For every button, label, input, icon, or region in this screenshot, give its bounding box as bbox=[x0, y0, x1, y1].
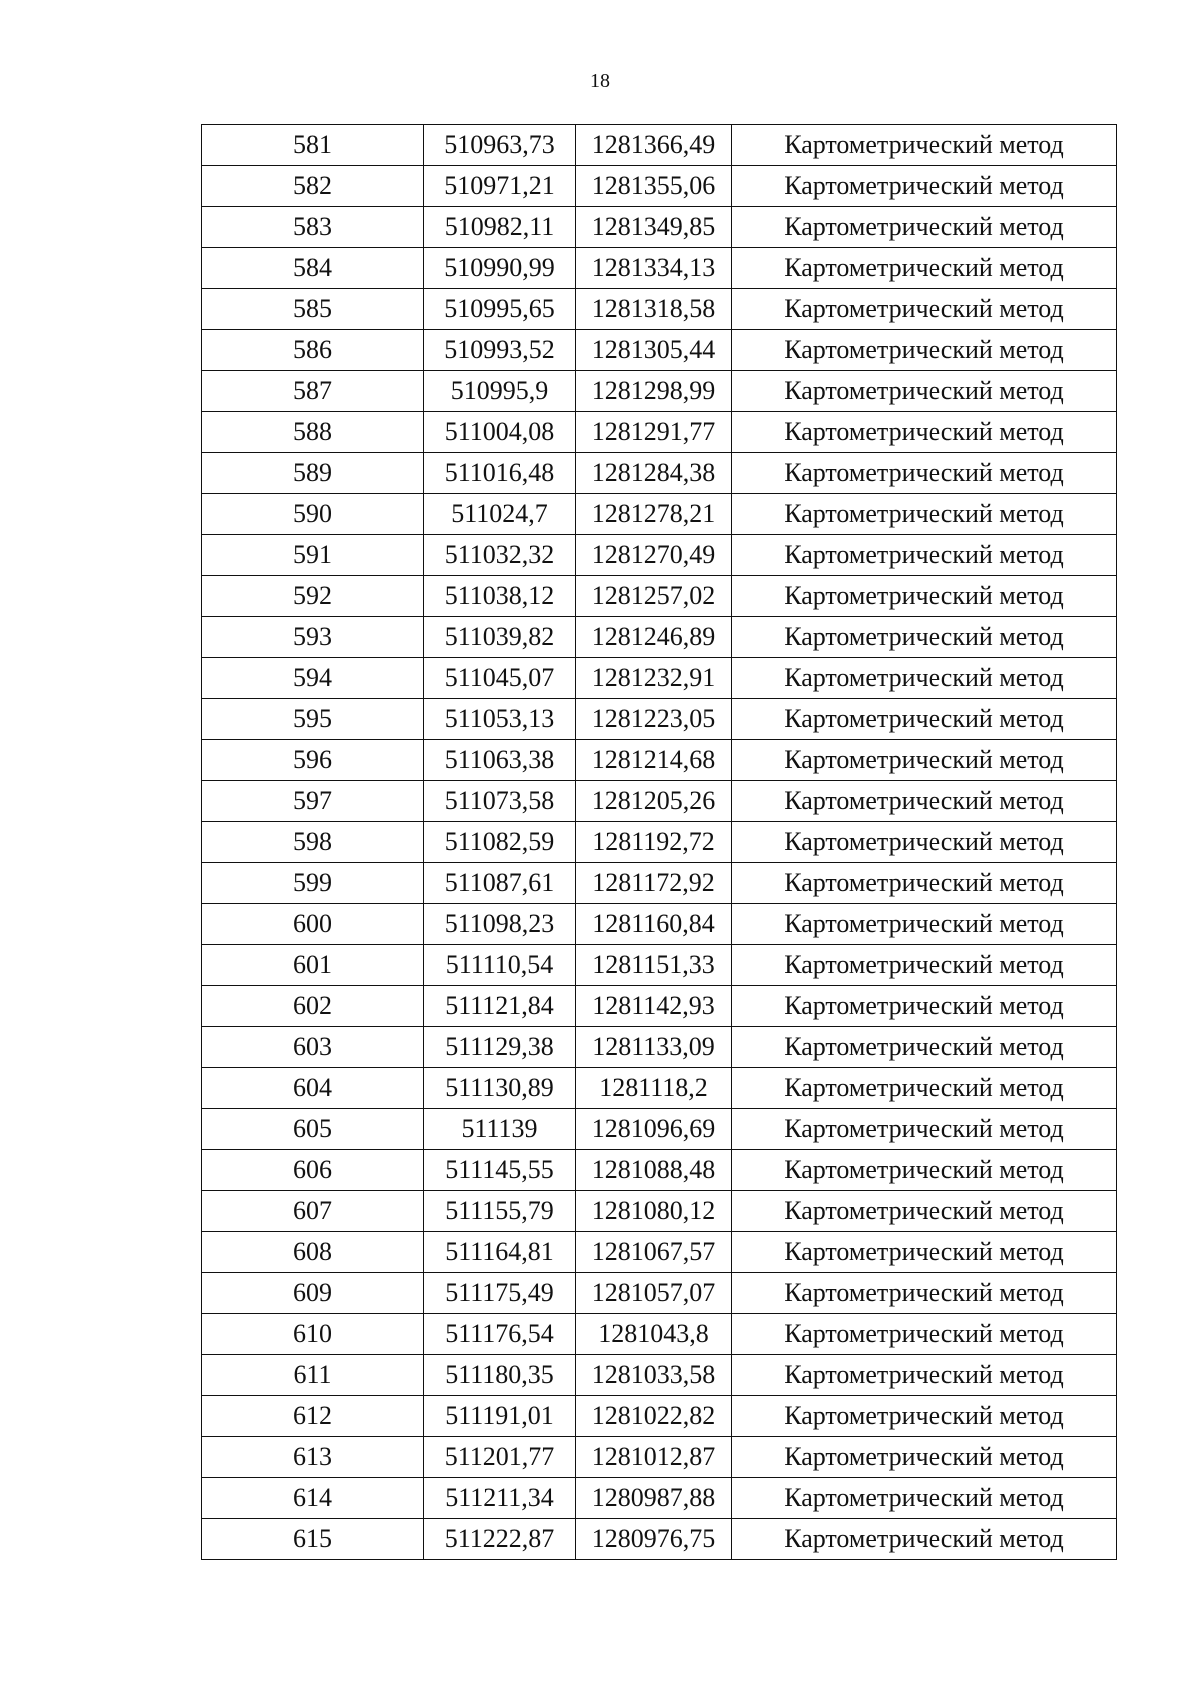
method-cell: Картометрический метод bbox=[732, 1478, 1117, 1519]
table-row bbox=[202, 781, 1117, 822]
method-cell: Картометрический метод bbox=[732, 1437, 1117, 1478]
point-number-cell: 594 bbox=[202, 658, 424, 699]
table-row bbox=[202, 412, 1117, 453]
x-coordinate-cell: 511121,84 bbox=[424, 986, 576, 1027]
method-cell: Картометрический метод bbox=[732, 494, 1117, 535]
x-coordinate-cell: 511129,38 bbox=[424, 1027, 576, 1068]
y-coordinate-cell: 1281291,77 bbox=[576, 412, 732, 453]
point-number-cell: 590 bbox=[202, 494, 424, 535]
x-coordinate-cell: 511098,23 bbox=[424, 904, 576, 945]
method-cell: Картометрический метод bbox=[732, 453, 1117, 494]
table-row bbox=[202, 166, 1117, 207]
method-cell: Картометрический метод bbox=[732, 576, 1117, 617]
point-number-cell: 601 bbox=[202, 945, 424, 986]
point-number-cell: 602 bbox=[202, 986, 424, 1027]
table-row bbox=[202, 494, 1117, 535]
method-cell: Картометрический метод bbox=[732, 617, 1117, 658]
table-row bbox=[202, 699, 1117, 740]
table-row bbox=[202, 330, 1117, 371]
method-cell: Картометрический метод bbox=[732, 1519, 1117, 1560]
point-number-cell: 604 bbox=[202, 1068, 424, 1109]
x-coordinate-cell: 511164,81 bbox=[424, 1232, 576, 1273]
table-row bbox=[202, 863, 1117, 904]
point-number-cell: 588 bbox=[202, 412, 424, 453]
point-number-cell: 595 bbox=[202, 699, 424, 740]
x-coordinate-cell: 511087,61 bbox=[424, 863, 576, 904]
point-number-cell: 609 bbox=[202, 1273, 424, 1314]
point-number-cell: 614 bbox=[202, 1478, 424, 1519]
y-coordinate-cell: 1281096,69 bbox=[576, 1109, 732, 1150]
y-coordinate-cell: 1281257,02 bbox=[576, 576, 732, 617]
point-number-cell: 587 bbox=[202, 371, 424, 412]
x-coordinate-cell: 510990,99 bbox=[424, 248, 576, 289]
table-row bbox=[202, 822, 1117, 863]
x-coordinate-cell: 511201,77 bbox=[424, 1437, 576, 1478]
table-row bbox=[202, 1396, 1117, 1437]
method-cell: Картометрический метод bbox=[732, 1068, 1117, 1109]
table-row bbox=[202, 1355, 1117, 1396]
method-cell: Картометрический метод bbox=[732, 1109, 1117, 1150]
y-coordinate-cell: 1281172,92 bbox=[576, 863, 732, 904]
table-row bbox=[202, 1150, 1117, 1191]
y-coordinate-cell: 1281080,12 bbox=[576, 1191, 732, 1232]
point-number-cell: 608 bbox=[202, 1232, 424, 1273]
x-coordinate-cell: 511024,7 bbox=[424, 494, 576, 535]
table-row bbox=[202, 1232, 1117, 1273]
point-number-cell: 606 bbox=[202, 1150, 424, 1191]
table-row bbox=[202, 986, 1117, 1027]
x-coordinate-cell: 511063,38 bbox=[424, 740, 576, 781]
y-coordinate-cell: 1281246,89 bbox=[576, 617, 732, 658]
method-cell: Картометрический метод bbox=[732, 699, 1117, 740]
y-coordinate-cell: 1281349,85 bbox=[576, 207, 732, 248]
point-number-cell: 592 bbox=[202, 576, 424, 617]
method-cell: Картометрический метод bbox=[732, 863, 1117, 904]
table-row bbox=[202, 1068, 1117, 1109]
point-number-cell: 584 bbox=[202, 248, 424, 289]
coordinates-table bbox=[201, 124, 1117, 1560]
y-coordinate-cell: 1281192,72 bbox=[576, 822, 732, 863]
method-cell: Картометрический метод bbox=[732, 986, 1117, 1027]
method-cell: Картометрический метод bbox=[732, 1314, 1117, 1355]
table-row bbox=[202, 658, 1117, 699]
point-number-cell: 599 bbox=[202, 863, 424, 904]
x-coordinate-cell: 510995,9 bbox=[424, 371, 576, 412]
method-cell: Картометрический метод bbox=[732, 1273, 1117, 1314]
x-coordinate-cell: 511211,34 bbox=[424, 1478, 576, 1519]
point-number-cell: 607 bbox=[202, 1191, 424, 1232]
x-coordinate-cell: 511082,59 bbox=[424, 822, 576, 863]
table-row bbox=[202, 453, 1117, 494]
point-number-cell: 597 bbox=[202, 781, 424, 822]
point-number-cell: 605 bbox=[202, 1109, 424, 1150]
x-coordinate-cell: 511039,82 bbox=[424, 617, 576, 658]
x-coordinate-cell: 511139 bbox=[424, 1109, 576, 1150]
x-coordinate-cell: 511110,54 bbox=[424, 945, 576, 986]
method-cell: Картометрический метод bbox=[732, 1232, 1117, 1273]
x-coordinate-cell: 511180,35 bbox=[424, 1355, 576, 1396]
point-number-cell: 581 bbox=[202, 125, 424, 166]
method-cell: Картометрический метод bbox=[732, 1027, 1117, 1068]
x-coordinate-cell: 510963,73 bbox=[424, 125, 576, 166]
table-row bbox=[202, 576, 1117, 617]
y-coordinate-cell: 1281088,48 bbox=[576, 1150, 732, 1191]
page-number: 18 bbox=[590, 70, 610, 92]
x-coordinate-cell: 511130,89 bbox=[424, 1068, 576, 1109]
table-row bbox=[202, 945, 1117, 986]
point-number-cell: 593 bbox=[202, 617, 424, 658]
y-coordinate-cell: 1281334,13 bbox=[576, 248, 732, 289]
y-coordinate-cell: 1281022,82 bbox=[576, 1396, 732, 1437]
method-cell: Картометрический метод bbox=[732, 740, 1117, 781]
y-coordinate-cell: 1281214,68 bbox=[576, 740, 732, 781]
point-number-cell: 591 bbox=[202, 535, 424, 576]
method-cell: Картометрический метод bbox=[732, 658, 1117, 699]
method-cell: Картометрический метод bbox=[732, 207, 1117, 248]
method-cell: Картометрический метод bbox=[732, 125, 1117, 166]
x-coordinate-cell: 511032,32 bbox=[424, 535, 576, 576]
y-coordinate-cell: 1281284,38 bbox=[576, 453, 732, 494]
point-number-cell: 585 bbox=[202, 289, 424, 330]
y-coordinate-cell: 1281142,93 bbox=[576, 986, 732, 1027]
method-cell: Картометрический метод bbox=[732, 1150, 1117, 1191]
method-cell: Картометрический метод bbox=[732, 412, 1117, 453]
method-cell: Картометрический метод bbox=[732, 822, 1117, 863]
x-coordinate-cell: 510971,21 bbox=[424, 166, 576, 207]
x-coordinate-cell: 511053,13 bbox=[424, 699, 576, 740]
x-coordinate-cell: 510995,65 bbox=[424, 289, 576, 330]
point-number-cell: 603 bbox=[202, 1027, 424, 1068]
y-coordinate-cell: 1280976,75 bbox=[576, 1519, 732, 1560]
x-coordinate-cell: 511176,54 bbox=[424, 1314, 576, 1355]
method-cell: Картометрический метод bbox=[732, 945, 1117, 986]
x-coordinate-cell: 511155,79 bbox=[424, 1191, 576, 1232]
method-cell: Картометрический метод bbox=[732, 248, 1117, 289]
table-row bbox=[202, 904, 1117, 945]
y-coordinate-cell: 1281278,21 bbox=[576, 494, 732, 535]
x-coordinate-cell: 511222,87 bbox=[424, 1519, 576, 1560]
x-coordinate-cell: 511016,48 bbox=[424, 453, 576, 494]
y-coordinate-cell: 1281057,07 bbox=[576, 1273, 732, 1314]
point-number-cell: 586 bbox=[202, 330, 424, 371]
y-coordinate-cell: 1281355,06 bbox=[576, 166, 732, 207]
y-coordinate-cell: 1281133,09 bbox=[576, 1027, 732, 1068]
table-row bbox=[202, 207, 1117, 248]
coordinates-table-body bbox=[202, 125, 1117, 1560]
point-number-cell: 612 bbox=[202, 1396, 424, 1437]
point-number-cell: 613 bbox=[202, 1437, 424, 1478]
point-number-cell: 583 bbox=[202, 207, 424, 248]
table-row bbox=[202, 1437, 1117, 1478]
method-cell: Картометрический метод bbox=[732, 330, 1117, 371]
table-row bbox=[202, 1027, 1117, 1068]
y-coordinate-cell: 1281305,44 bbox=[576, 330, 732, 371]
method-cell: Картометрический метод bbox=[732, 289, 1117, 330]
table-row bbox=[202, 617, 1117, 658]
table-row bbox=[202, 371, 1117, 412]
x-coordinate-cell: 511145,55 bbox=[424, 1150, 576, 1191]
point-number-cell: 611 bbox=[202, 1355, 424, 1396]
point-number-cell: 600 bbox=[202, 904, 424, 945]
table-row bbox=[202, 1273, 1117, 1314]
y-coordinate-cell: 1281318,58 bbox=[576, 289, 732, 330]
table-row bbox=[202, 1191, 1117, 1232]
y-coordinate-cell: 1281223,05 bbox=[576, 699, 732, 740]
x-coordinate-cell: 511045,07 bbox=[424, 658, 576, 699]
table-row bbox=[202, 740, 1117, 781]
y-coordinate-cell: 1281118,2 bbox=[576, 1068, 732, 1109]
table-row bbox=[202, 248, 1117, 289]
y-coordinate-cell: 1281033,58 bbox=[576, 1355, 732, 1396]
x-coordinate-cell: 510982,11 bbox=[424, 207, 576, 248]
method-cell: Картометрический метод bbox=[732, 1396, 1117, 1437]
y-coordinate-cell: 1281151,33 bbox=[576, 945, 732, 986]
y-coordinate-cell: 1281043,8 bbox=[576, 1314, 732, 1355]
table-row bbox=[202, 1314, 1117, 1355]
y-coordinate-cell: 1281012,87 bbox=[576, 1437, 732, 1478]
point-number-cell: 589 bbox=[202, 453, 424, 494]
x-coordinate-cell: 511073,58 bbox=[424, 781, 576, 822]
x-coordinate-cell: 511004,08 bbox=[424, 412, 576, 453]
x-coordinate-cell: 511191,01 bbox=[424, 1396, 576, 1437]
point-number-cell: 610 bbox=[202, 1314, 424, 1355]
method-cell: Картометрический метод bbox=[732, 1191, 1117, 1232]
method-cell: Картометрический метод bbox=[732, 1355, 1117, 1396]
point-number-cell: 582 bbox=[202, 166, 424, 207]
y-coordinate-cell: 1281270,49 bbox=[576, 535, 732, 576]
table-row bbox=[202, 125, 1117, 166]
y-coordinate-cell: 1281160,84 bbox=[576, 904, 732, 945]
method-cell: Картометрический метод bbox=[732, 781, 1117, 822]
y-coordinate-cell: 1281067,57 bbox=[576, 1232, 732, 1273]
method-cell: Картометрический метод bbox=[732, 166, 1117, 207]
point-number-cell: 596 bbox=[202, 740, 424, 781]
y-coordinate-cell: 1281232,91 bbox=[576, 658, 732, 699]
table-row bbox=[202, 535, 1117, 576]
x-coordinate-cell: 511175,49 bbox=[424, 1273, 576, 1314]
method-cell: Картометрический метод bbox=[732, 535, 1117, 576]
table-row bbox=[202, 1109, 1117, 1150]
table-row bbox=[202, 1478, 1117, 1519]
table-row bbox=[202, 289, 1117, 330]
y-coordinate-cell: 1281298,99 bbox=[576, 371, 732, 412]
y-coordinate-cell: 1281205,26 bbox=[576, 781, 732, 822]
x-coordinate-cell: 510993,52 bbox=[424, 330, 576, 371]
y-coordinate-cell: 1281366,49 bbox=[576, 125, 732, 166]
point-number-cell: 615 bbox=[202, 1519, 424, 1560]
point-number-cell: 598 bbox=[202, 822, 424, 863]
table-row bbox=[202, 1519, 1117, 1560]
method-cell: Картометрический метод bbox=[732, 371, 1117, 412]
x-coordinate-cell: 511038,12 bbox=[424, 576, 576, 617]
y-coordinate-cell: 1280987,88 bbox=[576, 1478, 732, 1519]
method-cell: Картометрический метод bbox=[732, 904, 1117, 945]
